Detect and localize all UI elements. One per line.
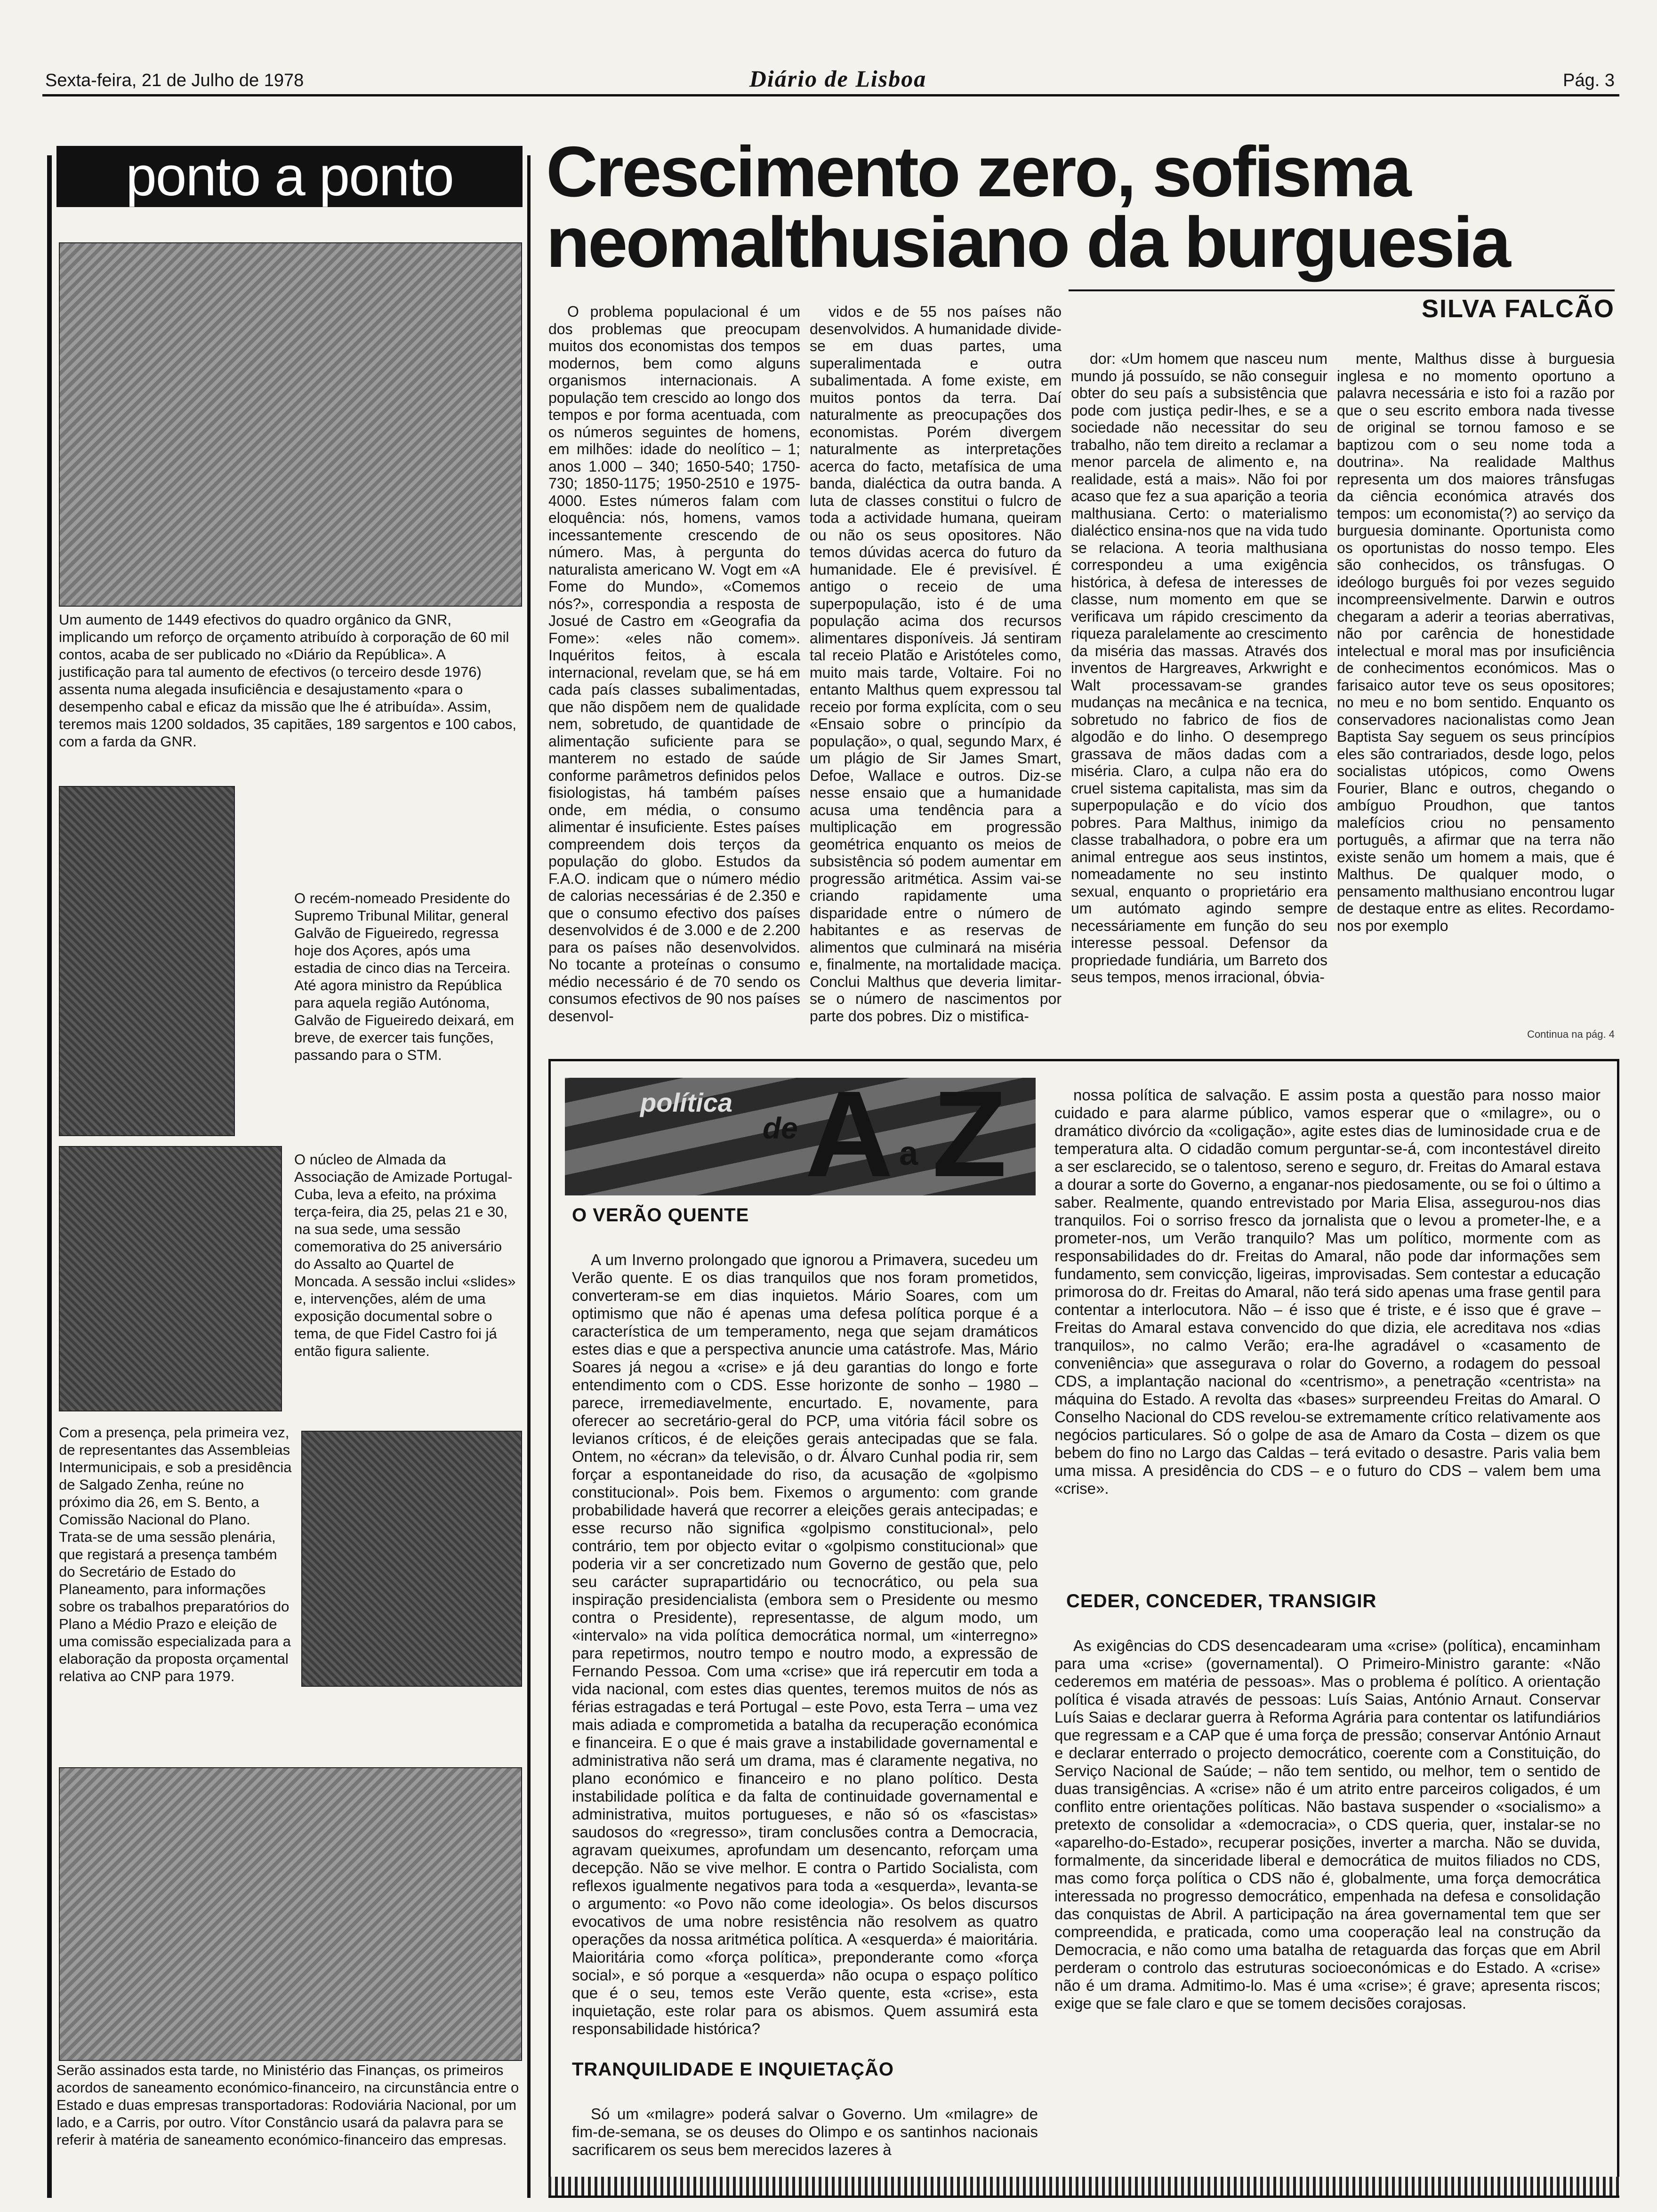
headline-line-2: neomalthusiano da burguesia [546,202,1509,282]
subhead-ceder: CEDER, CONCEDER, TRANSIGIR [1066,1591,1377,1611]
politica-right-text-2: As exigências do CDS desencadearam uma «crise» (política), encaminham para uma «crise» (governamental). O Primeiro-Ministro garante: «Não cederemos em matéria de pessoas». Mas o problema é político. A orientação política é visada através de pessoas: Luís Saias, António Arnaut. Conservar Luís Saias e declarar guerra à Reforma Agrária para contentar os latifundiários que regressam e a CAP que é uma força de pressão; conservar António Arnaut e declarar enterrado o projecto democrático, coerente com a Constituição, do Serviço Nacional de Saúde; – não tem sentido, ou melhor, tem o sentido de duas transigências. A «crise» não é um atrito entre parceiros coligados, é um conflito entre orientações políticas. Não bastava suspender o «socialismo» a pretexto de consolidar a «democracia», o CDS queria, quer, instalar-se no «aparelho-do-Estado», recuperar posições, inverter a marcha. Não se duvida, formalmente, da sinceridade liberal e democrática de muitos filiados no CDS, mas como força política o CDS não é, globalmente, uma força democrática interessada no progresso democrático, empenhada na defesa e consolidação das conquistas de Abril. A participação na área governamental tem que ser compreendida, e praticada, como uma cooperação leal na construção da Democracia, e não como uma batalha de retaguarda das forças que em Abril perderam o controlo das estruturas socioeconómicas e do Estado. A «crise» não é um drama. Admitimo-lo. Mas é uma «crise»; é grave; apresenta riscos; exige que se fale claro e que se tomem decisões corajosas. [1054,1637,1601,2012]
politica-left-text: A um Inverno prolongado que ignorou a Primavera, sucedeu um Verão quente. E os dias tranquilos que nos foram prometidos, converteram-se em dias inquietos. Mário Soares, com um optimismo que não é apenas uma defesa política porque é a característica de um temperamento, nega que sejam dramáticos estes dias e que a perspectiva anuncie uma catástrofe. Mas, Mário Soares já negou a «crise» e já deu garantias do longo e forte entendimento com o CDS. Esse horizonte de sonho – 1980 – parece, irremediavelmente, encurtado. E, novamente, para oferecer ao secretário-geral do PCP, uma vitória fácil sobre os levianos críticos, é de eleições gerais antecipadas que se fala. Ontem, no «écran» da televisão, o dr. Álvaro Cunhal podia rir, sem forçar a espontaneidade do riso, da acusação de «golpismo constitucional». Pois bem. Fixemos o argumento: com grande probabilidade haverá que recorrer a eleições gerais antecipadas; e esse recurso não significa «golpismo constitucional», pelo contrário, tem por objecto evitar o «golpismo constitucional» que poderia vir a ser concretizado num Governo de gestão que, pelo seu carácter suprapartidário ou tecnocrático, ou pela sua inspiração presidencialista (embora sem o Presidente ou mesmo contra o Presidente), representasse, de algum modo, um «intervalo» na vida política democrática normal, um «interregno» para repetirmos, noutro tempo e noutro modo, a expressão de Fernando Pessoa. Com uma «crise» que irá repercutir em toda a vida nacional, com estes dias quentes, teremos muitos de nós as férias estragadas e terá Portugal – este Povo, esta Terra – uma vez mais adiada e comprometida a batalha da recuperação económica e financeira. E o que é mais grave a instabilidade governamental e administrativa não será um drama, mas é claramente negativa, no plano económico e financeiro e no plano político. Desta instabilidade política e da falta de continuidade governamental e administrativa, muitos portugueses, e não só os «fascistas» saudosos do «regresso», tiram conclusões contra a Democracia, agravam queixumes, aprofundam um desencanto, reforçam uma decepção. Não se vive melhor. E contra o Partido Socialista, com reflexos igualmente negativos para toda a «esquerda», levanta-se o argumento: «o Povo não come ideologia». Os belos discursos evocativos de uma nobre resistência não resolvem as quatro operações da nossa aritmética política. A «esquerda» é maioritária. Maioritária como «força política», preponderante como «força social», e só porque a «esquerda» não ocupa o espaço político que é o seu, temos este Verão quente, esta «crise», esta inquietação, este rolar para os abismos. Quem assumirá esta responsabilidade histórica? [572,1251,1038,2037]
news-item-plano: Com a presença, pela primeira vez, de representantes das Assembleias Intermunicipais, e sob a presidência de Salgado Zenha, reúne no próximo dia 26, em S. Bento, a Comissão Nacional do Plano. Trata-se de uma sessão plenária, que registará a presença também do Secretário de Estado do Planeamento, para informações sobre os trabalhos preparatórios do Plano a Médio Prazo e eleição de uma comissão especializada para a elaboração da proposta orçamental relativa ao CNP para 1979. [59,1424,292,1684]
article-column-2: vidos e de 55 nos países não desenvolvidos. A humanidade divide-se em duas partes, uma superalimentada e outra subalimentada. A fome existe, em muitos pontos da terra. Daí naturalmente as preocupações dos economistas. Porém divergem naturalmente as interpretações acerca do facto, metafísica de uma banda, dialéctica da outra banda. A luta de classes constitui o fulcro de toda a actividade humana, queiram ou não os seus opositores. Não temos dúvidas acerca do futuro da humanidade. Ele é previsível. É antigo o receio de uma superpopulação, isto é de uma população acima dos recursos alimentares disponíveis. Já sentiram tal receio Platão e Aristóteles como, muito mais tarde, Voltaire. Foi no entanto Malthus quem expressou tal receio por forma explícita, com o seu «Ensaio sobre o princípio da população», o qual, segundo Marx, é um plágio de Sir James Smart, Defoe, Wallace e outros. Diz-se nesse ensaio que a humanidade acusa uma tendência para a multiplicação em progressão geométrica enquanto os meios de subsistência só podem aumentar em progressão aritmética. Assim vai-se criando rapidamente uma disparidade entre o número de habitantes e as reservas de alimentos que culminará na miséria e, finalmente, na mortalidade maciça. Conclui Malthus que deveria limitar-se o número de nascimentos por parte dos pobres. Diz o mistifica- [810,303,1062,1025]
news-item-gnr: Um aumento de 1449 efectivos do quadro orgânico da GNR, implicando um reforço de orçamento atribuído à corporação de 60 mil contos, acaba de ser publicado no «Diário da República». A justificação para tal aumento de efectivos (o terceiro desde 1976) assenta numa alegada insuficiência e desajustamento «para o desempenho cabal e eficaz da missão que lhe é atribuída». Assim, teremos mais 1200 soldados, 35 capitães, 189 sargentos e 100 cabos, com a farda da GNR. [59,611,516,750]
issue-date: Sexta-feira, 21 de Julho de 1978 [45,71,304,90]
photo-fidel-castro [59,1146,282,1411]
article-column-1: O problema populacional é um dos problemas que preocupam muitos dos economistas dos tempos modernos, bem como alguns organismos internacionais. A população tem crescido ao longo dos tempos e por forma acentuada, com os números seguintes de homens, em milhões: idade do neolítico – 1; anos 1.000 – 340; 1650-540; 1750-730; 1850-1175; 1950-2510 e 1975-4000. Estes números falam com eloquência: nós, homens, vamos incessantemente crescendo de número. Mas, à pergunta do naturalista americano W. Vogt em «A Fome do Mundo», «Comemos nós?», correspondia a resposta de Josué de Castro em «Geografia da Fome»: «eles não comem». Inquéritos feitos, à escala internacional, revelam que, se há em cada país classes subalimentadas, que não dispõem nem de qualidade nem, sobretudo, de quantidade de alimentação suficiente para se manterem no estado de saúde conforme parâmetros definidos pelos fisiologistas, há também países onde, em média, o consumo alimentar é insuficiente. Estes países compreendem dois terços da população do globo. Estudos da F.A.O. indicam que o número médio de calorias necessárias é de 2.350 e que o consumo efectivo dos países desenvolvidos é de 3.000 e de 2.200 para os países não desenvolvidos. No tocante a proteínas o consumo médio necessário é de 70 sendo os consumos efectivos de 90 nos países desenvol- [548,303,800,1025]
politica-left-text-2: Só um «milagre» poderá salvar o Governo. Um «milagre» de fim-de-semana, se os deuses do Olimpo e os santinhos nacionais sacrificarem os seus bem merecidos lazeres à [572,2105,1038,2158]
title-letter-z: Z [932,1066,1007,1202]
header-rule [42,94,1619,96]
middle-column-rule [527,155,531,2198]
page-number: Pág. 3 [1563,71,1615,90]
photo-galvao-figueiredo [59,786,235,1136]
article-column-4: mente, Malthus disse à burguesia inglesa e no momento oportuno a palavra necessária e isto foi a razão por que o seu escrito embora nada tivesse de original se tornou famoso e se baptizou com o seu nome toda a doutrina». Na realidade Malthus representa um dos maiores trânsfugas da ciência económica através dos tempos: um economista(?) ao serviço da burguesia dominante. Oportunista como os oportunistas do nosso tempo. Eles são conhecidos, os trânsfugas. O ideólogo burguês foi por vezes seguido incompreensivelmente. Darwin e outros chegaram a aderir a teorias aberrativas, não por carência de honestidade intelectual e moral mas por insuficiência de conhecimentos económicos. Mas o farisaico autor teve os seus opositores; no meu e no bom sentido. Enquanto os conservadores nacionalistas como Jean Baptista Say seguem os seus princípios eles são contrariados, desde logo, pelos socialistas utópicos, como Owens Fourier, Blanc e outros, chegando o ambíguo Proudhon, que tantos malefícios criou no pensamento português, a afirmar que na terra não existe senão um homem a mais, que é Malthus. De qualquer modo, o pensamento malthusiano encontrou lugar de destaque entre as elites. Recordamo-nos por exemplo [1337,350,1615,934]
byline-rule [1069,289,1615,291]
article-column-3: dor: «Um homem que nasceu num mundo já possuído, se não conseguir obter do seu país a subsistência que pode com justiça pedir-lhes, e se a sociedade não necessitar do seu trabalho, não tem direito a reclamar a menor parcela de alimento e, na realidade, está a mais». Não foi por acaso que fez a sua aparição a teoria malthusiana. Certo: o materialismo dialéctico ensina-nos que na vida tudo se relaciona. A teoria malthusiana correspondeu a uma exigência histórica, à defesa de interesses de classe, num momento em que se verificava um rápido crescimento da riqueza paralelamente ao crescimento da miséria das massas. Através dos inventos de Hargreaves, Arkwright e Walt processavam-se grandes mudanças na mecânica e na tecnica, sobretudo no fabrico de fios de algodão e do linho. O desemprego grassava de mãos dadas com a miséria. Claro, a culpa não era do cruel sistema capitalista, mas sim da superpopulação e do vício dos pobres. Para Malthus, inimigo da classe trabalhadora, o pobre era um animal entregue aos seus instintos, nomeadamente no seu instinto sexual, enquanto o proprietário era um autómato agindo sempre necessáriamente em função do seu interesse pessoal. Defensor da propriedade fundiária, um Barreto dos seus tempos, menos irracional, óbvia- [1071,350,1327,986]
politica-banner [565,1066,1036,1202]
left-column-rule [47,155,52,2198]
bottom-edge [548,2177,1619,2196]
masthead: Diário de Lisboa [749,65,927,92]
banner-word: política [640,1088,733,1117]
news-item-cuba: O núcleo de Almada da Associação de Amizade Portugal-Cuba, leva a efeito, na próxima terça-feira, dia 25, pelas 21 e 30, na sua sede, uma sessão comemorativa do 25 aniversário do Assalto ao Quartel de Moncada. A sessão inclui «slides» e, intervenções, além de uma exposição documental sobre o tema, de que Fidel Castro foi já então figura saliente. [294,1151,516,1359]
title-de: de [763,1111,798,1145]
subhead-tranquilidade: TRANQUILIDADE E INQUIETAÇÃO [572,2059,894,2080]
politica-right-text: nossa política de salvação. E assim posta a questão para nosso maior cuidado e para alarme público, vamos esperar que o «milagre», ou o dramático divórcio da «coligação», agite estes dias de luminosidade crua e de temperatura alta. O cidadão comum perguntar-se-á, com incontestável direito a ser esclarecido, se o talentoso, sereno e seguro, dr. Freitas do Amaral estava a dourar a sorte do Governo, a enganar-nos piedosamente, ou se foi o último a saber. Realmente, quando entrevistado por Maria Elisa, assegurou-nos dias tranquilos. Foi o sorriso fresco da jornalista que o levou a prometer-lhe, e a prometer-nos, um Verão tranquilo? Mas um político, mormente com as responsabilidades do dr. Freitas do Amaral, não pode dar informações sem fundamento, sem convicção, ligeiras, improvisadas. Sem contestar a educação primorosa do dr. Freitas do Amaral, não terá sido apenas uma frase gentil para contentar a interlocutora. Não – é isso que é triste, e é isso que é grave – Freitas do Amaral estava convencido do que dizia, ele acreditava nos «dias tranquilos», no calmo Verão; era-lhe agradável o «casamento de conveniência» que assegurava o rolar do Governo, a rodagem do pessoal CDS, a implantação nacional do «centrismo», a penetração «centrista» na máquina do Estado. A revolta das «bases» surpreendeu Freitas do Amaral. O Conselho Nacional do CDS revelou-se extremamente crítico relativamente aos negócios particulares. Só o golpe de asa de Amaro da Costa – dizem os que bebem do fino no Largo das Caldas – terá evitado o desastre. Paris valia bem uma missa. A presidência do CDS – e o futuro do CDS – valem bem uma «crise». [1054,1086,1601,1497]
continued-note: Continua na pág. 4 [1527,1028,1615,1040]
title-letter-a: A [805,1066,893,1202]
section-title: ponto a ponto [56,146,523,207]
photo-man-seated [301,1431,522,1687]
title-a: a [899,1135,918,1172]
headline-line-1: Crescimento zero, sofisma [546,132,1410,212]
byline: SILVA FALCÃO [1422,295,1615,323]
photo-tram-crowd [59,1767,522,2061]
photo-street-crowd [59,242,522,607]
news-item-financas: Serão assinados esta tarde, no Ministério das Finanças, os primeiros acordos de saneamento económico-financeiro, na circunstância entre o Estado e duas empresas transportadoras: Rodoviária Nacional, por um lado, e a Carris, por outro. Vítor Constâncio usará da palavra para se referir à matéria de saneamento económico-financeiro das empresas. [56,2062,519,2148]
news-item-stm: O recém-nomeado Presidente do Supremo Tribunal Militar, general Galvão de Figueiredo, regressa hoje dos Açores, após uma estadia de cinco dias na Terceira. Até agora ministro da República para aquela região Autónoma, Galvão de Figueiredo deixará, em breve, de exercer tais funções, passando para o STM. [294,890,514,1063]
subhead-verao-quente: O VERÃO QUENTE [572,1205,749,1226]
